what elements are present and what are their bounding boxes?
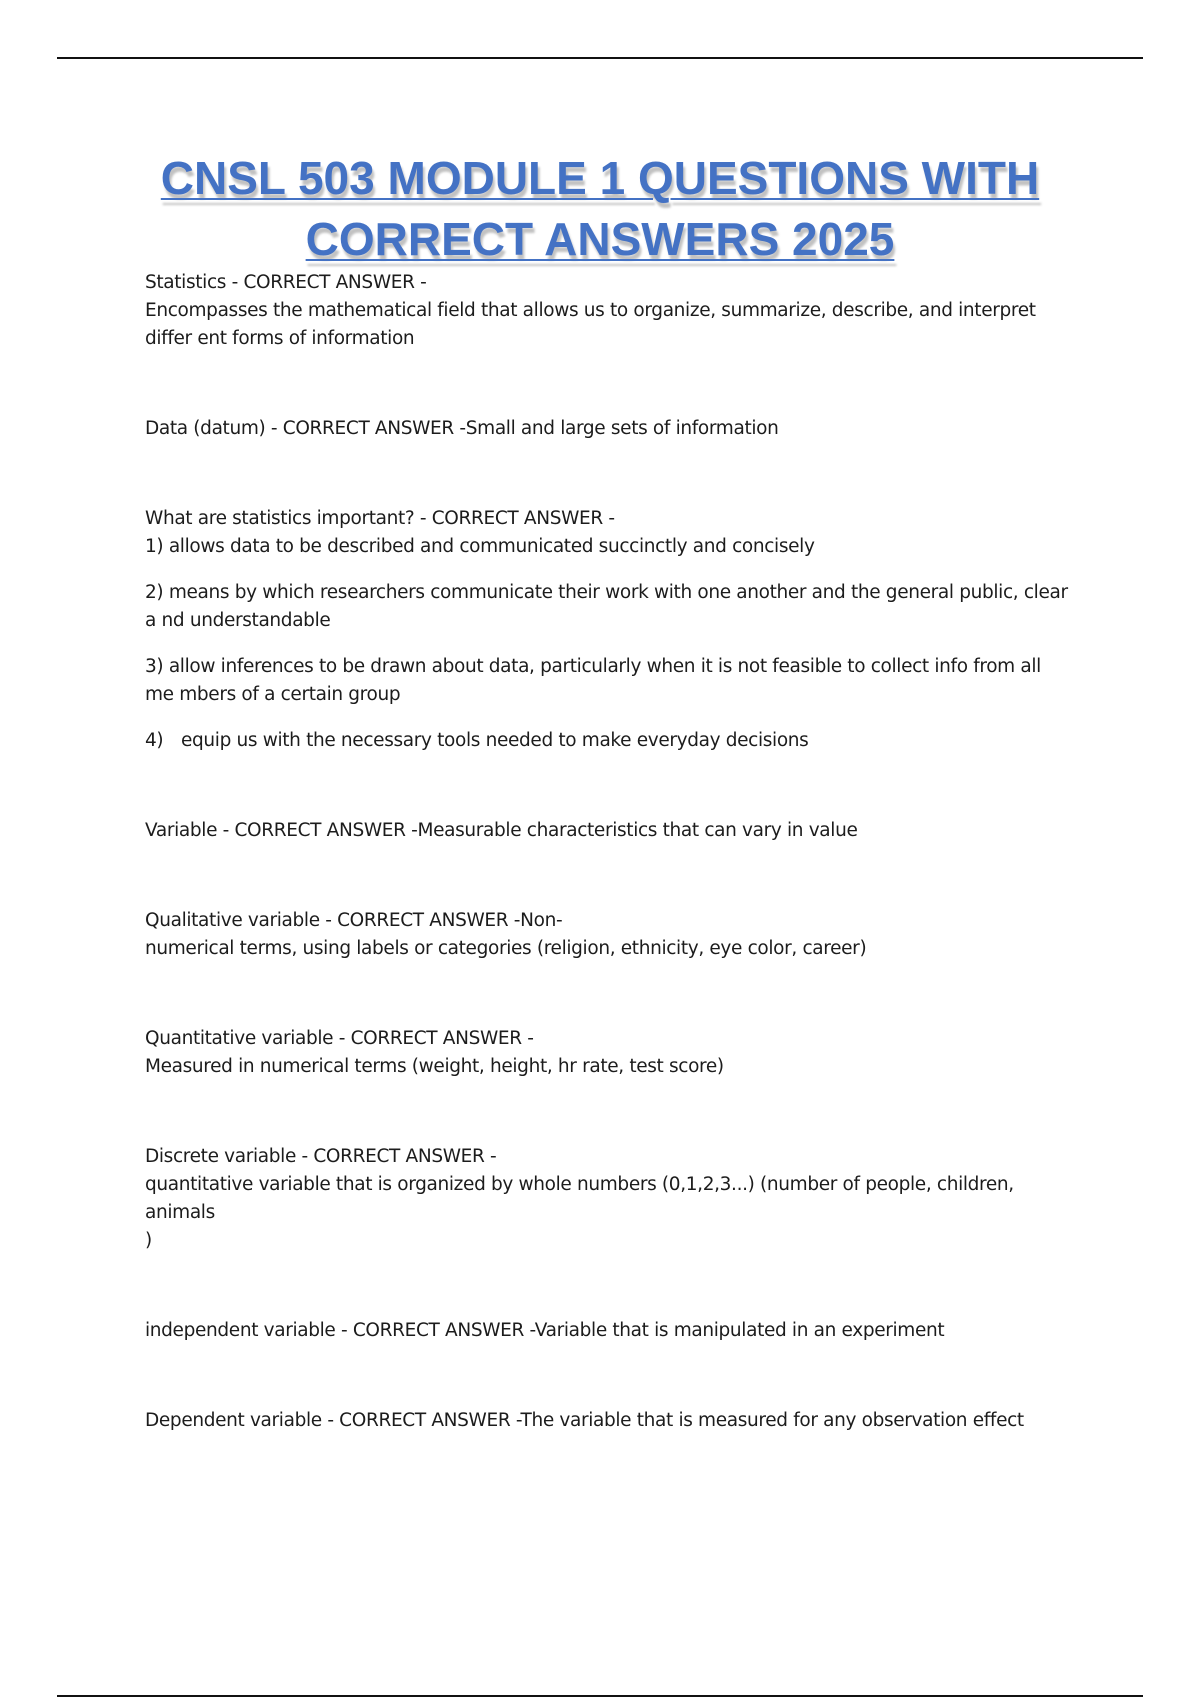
qa-term: Variable - CORRECT ANSWER -Measurable characteristics that can vary in value xyxy=(145,820,858,841)
qa-point-2-a: 2) means by which researchers communicate their work with one another and the general public, clear xyxy=(145,582,1068,603)
bottom-rule xyxy=(57,1695,1143,1697)
qa-answer: Encompasses the mathematical field that allows us to organize, summarize, describe, and interpret xyxy=(145,300,1036,321)
qa-point-1: 1) allows data to be described and communicated succinctly and concisely xyxy=(145,536,815,557)
qa-term: Qualitative variable - CORRECT ANSWER -Non- xyxy=(145,910,563,931)
document-title xyxy=(100,148,1100,270)
qa-point-4 xyxy=(145,727,1085,755)
title-line-1: CNSL 503 MODULE 1 QUESTIONS WITH xyxy=(160,152,1040,204)
qa-discrete-variable xyxy=(145,1143,1085,1255)
qa-point-4-text: equip us with the necessary tools needed to make everyday decisions xyxy=(181,730,809,751)
top-rule xyxy=(57,57,1143,59)
qa-answer: numerical terms, using labels or categories (religion, ethnicity, eye color, career) xyxy=(145,938,867,959)
qa-point-3 xyxy=(145,653,1085,709)
qa-term: Data (datum) - CORRECT ANSWER -Small and large sets of information xyxy=(145,418,779,439)
qa-point-2 xyxy=(145,579,1085,635)
qa-term: Discrete variable - CORRECT ANSWER - xyxy=(145,1146,497,1167)
qa-why-statistics xyxy=(145,505,1085,755)
qa-data xyxy=(145,415,1085,443)
qa-qualitative-variable xyxy=(145,907,1085,963)
qa-term: What are statistics important? - CORRECT ANSWER - xyxy=(145,508,615,529)
qa-dependent-variable xyxy=(145,1407,1085,1435)
qa-point-3-b: me mbers of a certain group xyxy=(145,684,401,705)
qa-term: Quantitative variable - CORRECT ANSWER - xyxy=(145,1028,534,1049)
qa-point-3-a: 3) allow inferences to be drawn about data, particularly when it is not feasible to collect info from all xyxy=(145,656,1041,677)
qa-variable xyxy=(145,817,1085,845)
qa-term: independent variable - CORRECT ANSWER -Variable that is manipulated in an experiment xyxy=(145,1320,945,1341)
title-line-2: CORRECT ANSWERS 2025 xyxy=(305,213,895,265)
qa-answer-cont: differ ent forms of information xyxy=(145,328,415,349)
qa-quantitative-variable xyxy=(145,1025,1085,1081)
qa-term: Statistics - CORRECT ANSWER - xyxy=(145,272,427,293)
qa-answer-cont: ) xyxy=(145,1230,152,1251)
qa-answer: quantitative variable that is organized by whole numbers (0,1,2,3...) (number of people, children, xyxy=(145,1174,1014,1195)
qa-answer-cont: animals xyxy=(145,1202,215,1223)
qa-point-4-number: 4) xyxy=(145,730,164,751)
qa-point-2-b: a nd understandable xyxy=(145,610,331,631)
qa-term: Dependent variable - CORRECT ANSWER -The variable that is measured for any observation effect xyxy=(145,1410,1024,1431)
qa-statistics xyxy=(145,269,1085,353)
qa-independent-variable xyxy=(145,1317,1085,1345)
qa-answer: Measured in numerical terms (weight, height, hr rate, test score) xyxy=(145,1056,724,1077)
qa-list xyxy=(145,269,1085,1435)
